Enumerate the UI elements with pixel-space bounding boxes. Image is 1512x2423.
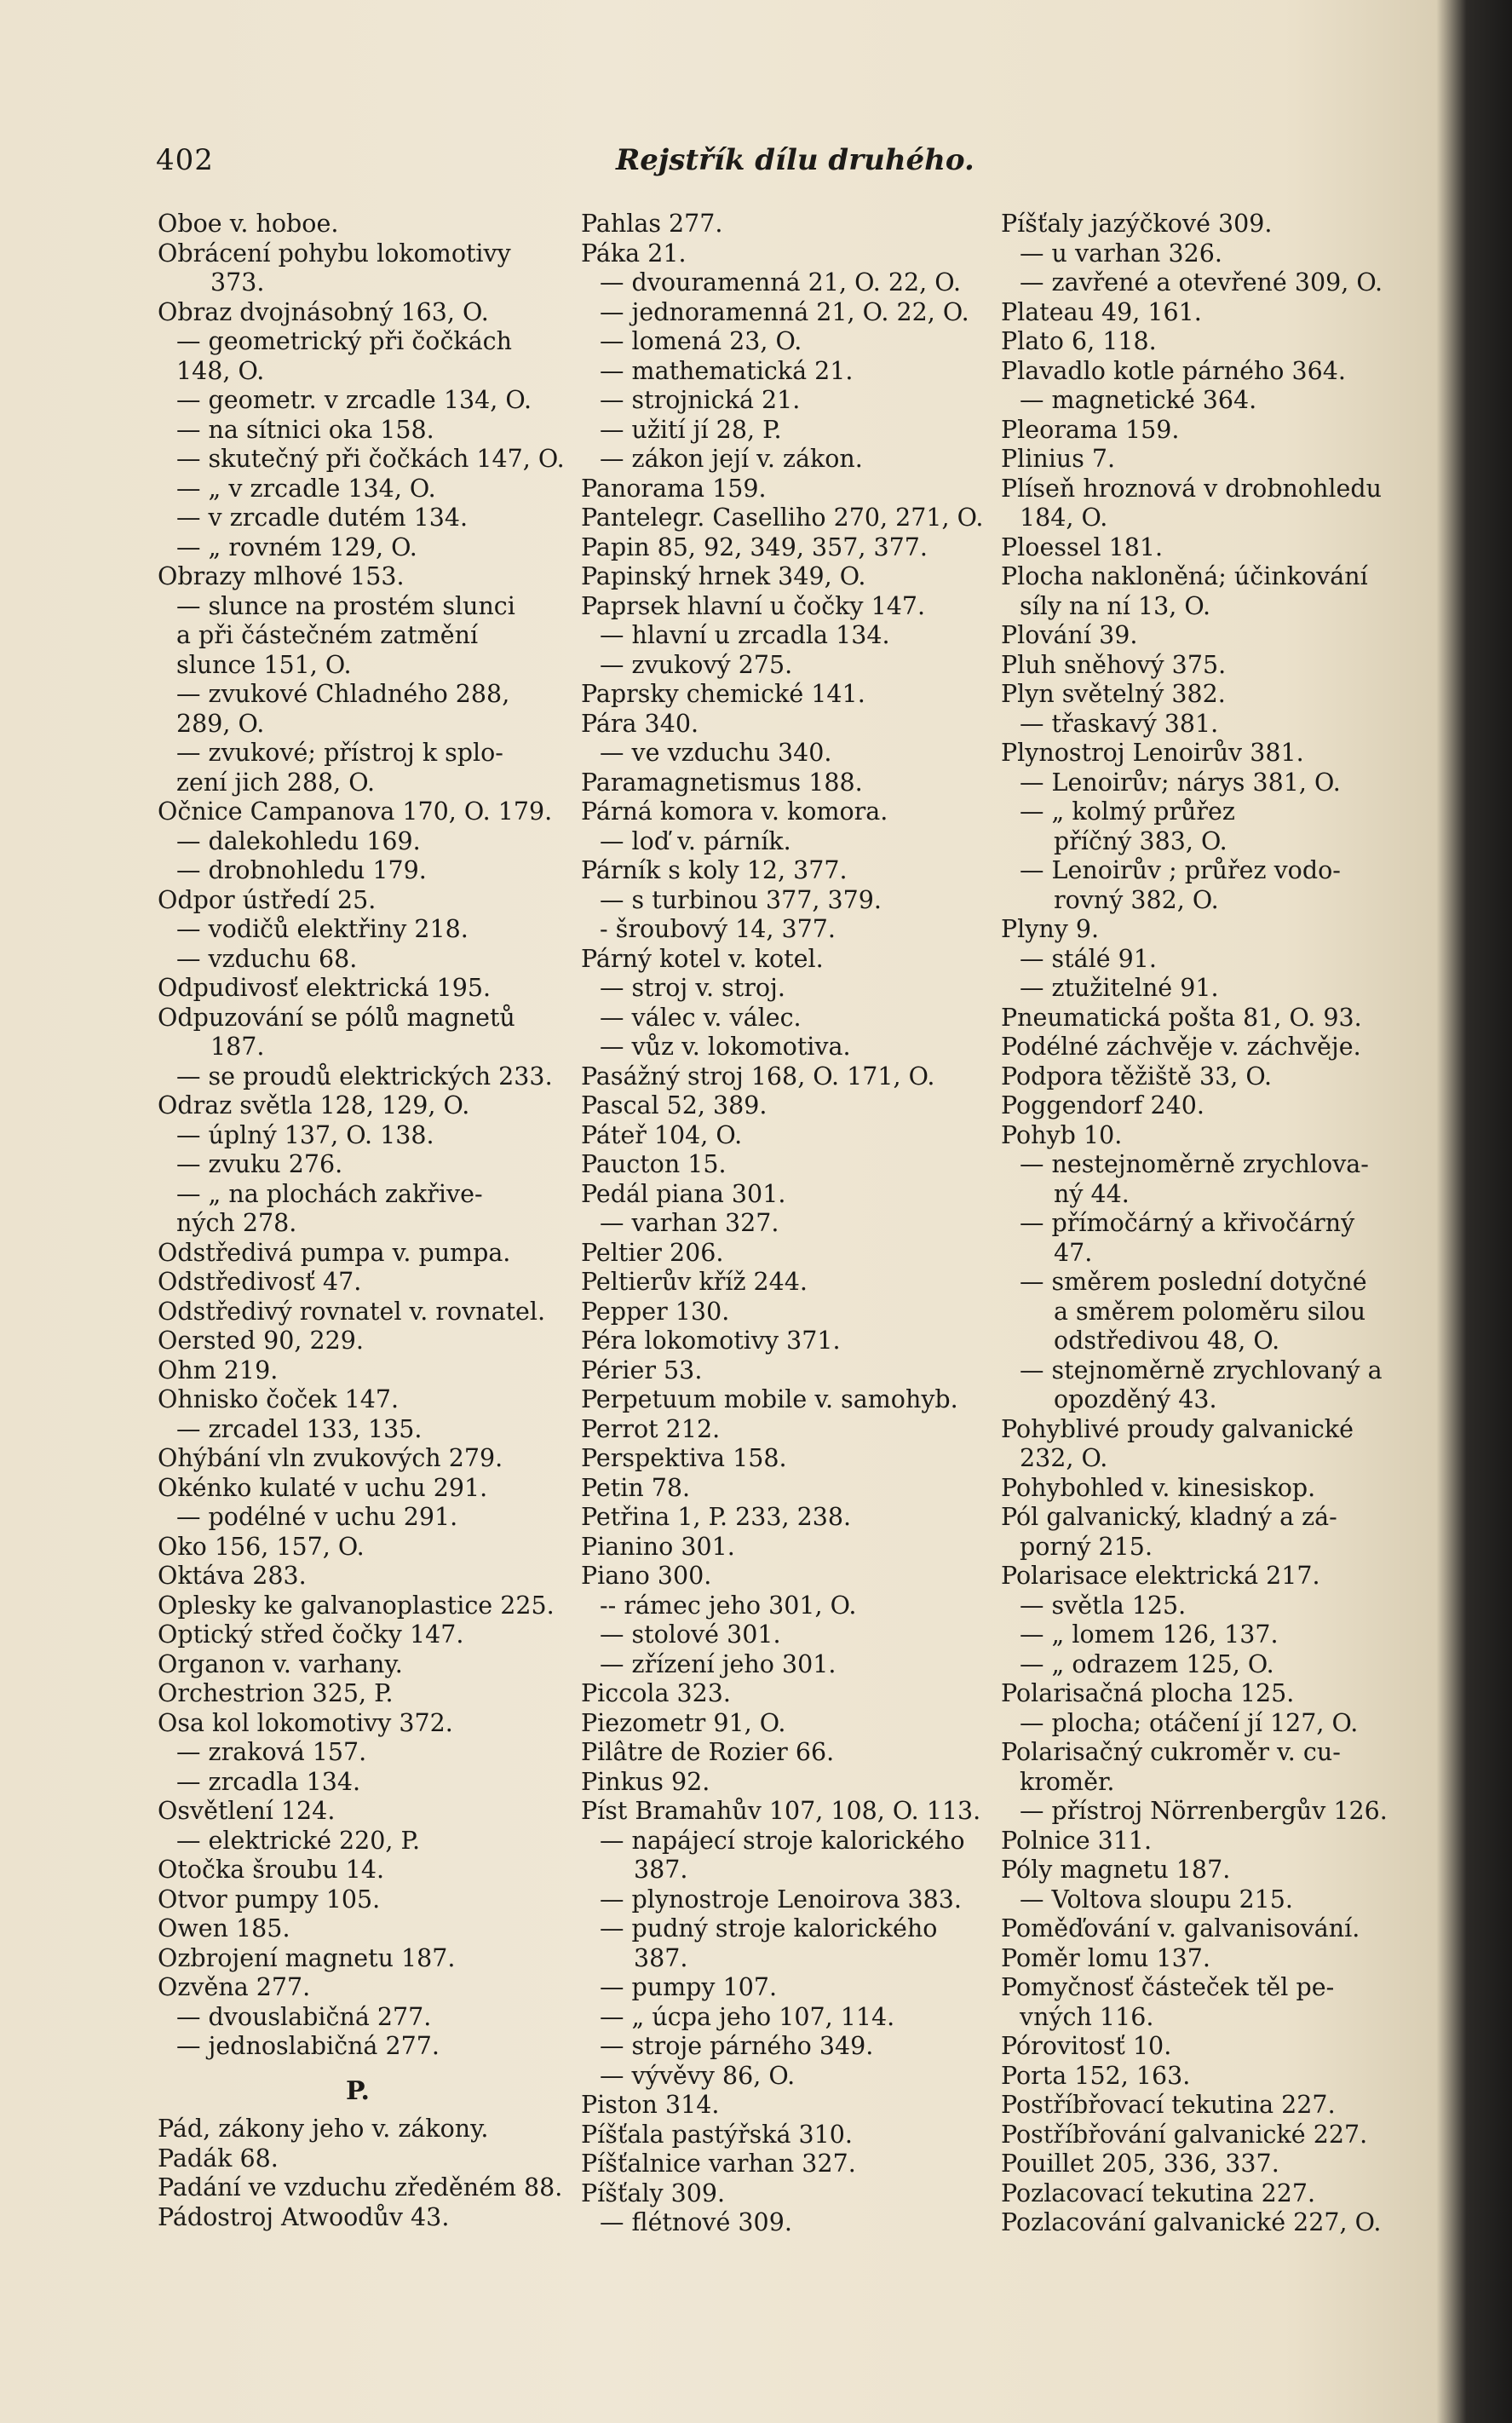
index-entry: — přímočárný a křivočárný [1020, 1209, 1355, 1237]
index-entry: — pumpy 107. [600, 1973, 778, 2001]
index-entry: Piezometr 91, O. [581, 1708, 786, 1737]
index-entry: — nestejnoměrně zrychlova- [1020, 1150, 1369, 1178]
index-entry: — jednoramenná 21, O. 22, O. [600, 297, 969, 326]
index-entry: — lomená 23, O. [600, 327, 802, 355]
index-entry: — světla 125. [1020, 1591, 1187, 1620]
index-entry: 232, O. [1020, 1444, 1108, 1472]
index-entry: Pluh sněhový 375. [1001, 650, 1227, 679]
index-entry: Párník s koly 12, 377. [581, 856, 848, 884]
index-entry: Podpora těžiště 33, O. [1001, 1062, 1273, 1091]
index-entry: — zraková 157. [176, 1738, 367, 1766]
index-entry: Pád, zákony jeho v. zákony. [158, 2115, 489, 2143]
index-entry: Piccola 323. [581, 1679, 731, 1707]
index-entry: odstředivou 48, O. [1054, 1327, 1280, 1355]
index-entry: — dalekohledu 169. [176, 826, 421, 855]
index-entry: Obraz dvojnásobný 163, O. [158, 297, 489, 326]
index-entry: 184, O. [1020, 504, 1108, 532]
index-entry: — zřízení jeho 301. [600, 1649, 836, 1678]
index-entry: — zvuku 276. [176, 1150, 343, 1178]
index-entry: Odstředivý rovnatel v. rovnatel. [158, 1297, 546, 1326]
index-entry: Plocha nakloněná; účinkování [1001, 562, 1368, 590]
index-entry: Polnice 311. [1001, 1826, 1153, 1855]
index-entry: Ohnisko čoček 147. [158, 1385, 400, 1413]
index-entry: Plynostroj Lenoirův 381. [1001, 739, 1304, 767]
index-entry: Póly magnetu 187. [1001, 1856, 1231, 1884]
index-entry: Oboe v. hoboe. [158, 210, 339, 238]
index-entry: Optický střed čočky 147. [158, 1620, 464, 1649]
index-entry: Pádostroj Atwoodův 43. [158, 2202, 450, 2231]
index-entry: Poměr lomu 137. [1001, 1943, 1210, 1972]
index-entry: Oersted 90, 229. [158, 1327, 364, 1355]
index-entry: Peltier 206. [581, 1238, 724, 1267]
index-entry: Podélné záchvěje v. záchvěje. [1001, 1033, 1361, 1061]
index-entry: porný 215. [1020, 1532, 1153, 1561]
index-entry: — směrem poslední dotyčné [1020, 1268, 1367, 1296]
index-entry: Píšťalnice varhan 327. [581, 2150, 856, 2178]
index-entry: Owen 185. [158, 1914, 290, 1942]
index-entry: Očnice Campanova 170, O. 179. [158, 797, 553, 826]
index-entry: Ploessel 181. [1001, 532, 1164, 561]
index-entry: 187. [210, 1033, 265, 1061]
index-entry: Pantelegr. Caselliho 270, 271, O. [581, 504, 984, 532]
index-entry: Pasážný stroj 168, O. 171, O. [581, 1062, 935, 1091]
index-entry: — pudný stroje kalorického [600, 1914, 938, 1942]
index-entry: Oko 156, 157, O. [158, 1532, 365, 1561]
index-entry: Petin 78. [581, 1473, 691, 1502]
index-entry: 47. [1054, 1238, 1093, 1267]
index-entry: — zvukové Chladného 288, [176, 680, 510, 708]
index-entry: Pouillet 205, 336, 337. [1001, 2150, 1279, 2178]
index-entry: příčný 383, O. [1054, 826, 1227, 855]
index-entry: — strojnická 21. [600, 386, 801, 414]
index-entry: — napájecí stroje kalorického [600, 1826, 965, 1855]
index-entry: — stálé 91. [1020, 944, 1157, 973]
index-entry: Obrácení pohybu lokomotivy [158, 239, 511, 268]
index-entry: Panorama 159. [581, 474, 767, 503]
index-entry: — vodičů elektřiny 218. [176, 915, 469, 943]
index-entry: Papinský hrnek 349, O. [581, 562, 866, 590]
index-entry: Perspektiva 158. [581, 1444, 787, 1472]
index-entry: Píšťala pastýřská 310. [581, 2120, 853, 2149]
index-entry: Pinkus 92. [581, 1767, 710, 1796]
index-entry: Paprsky chemické 141. [581, 680, 865, 708]
index-entry: Paramagnetismus 188. [581, 768, 863, 797]
index-entry: Pahlas 277. [581, 210, 723, 238]
index-entry: Polarisace elektrická 217. [1001, 1562, 1320, 1590]
index-entry: Polarisačný cukroměr v. cu- [1001, 1738, 1341, 1766]
index-entry: Plyn světelný 382. [1001, 680, 1226, 708]
index-entry: — se proudů elektrických 233. [176, 1062, 553, 1091]
index-entry: Paprsek hlavní u čočky 147. [581, 591, 926, 620]
index-entry: Poggendorf 240. [1001, 1091, 1204, 1119]
index-entry: — geometr. v zrcadle 134, O. [176, 386, 532, 414]
index-entry: Odpor ústředí 25. [158, 885, 377, 914]
index-entry: Otvor pumpy 105. [158, 1885, 381, 1914]
index-entry: Plíseň hroznová v drobnohledu [1001, 474, 1383, 503]
index-entry: — „ na plochách zakřive- [176, 1179, 483, 1208]
index-entry: — „ rovném 129, O. [176, 532, 417, 561]
index-entry: Périer 53. [581, 1355, 703, 1384]
index-entry: Pneumatická pošta 81, O. 93. [1001, 1003, 1362, 1032]
index-entry: rovný 382, O. [1054, 885, 1219, 914]
index-entry: Perpetuum mobile v. samohyb. [581, 1385, 958, 1413]
index-entry: Plavadlo kotle párného 364. [1001, 356, 1346, 385]
index-entry: Pedál piana 301. [581, 1179, 786, 1208]
index-entry: Páteř 104, O. [581, 1120, 743, 1149]
index-entry: Pianino 301. [581, 1532, 735, 1561]
index-entry: Porta 152, 163. [1001, 2061, 1191, 2090]
index-entry: Petřina 1, P. 233, 238. [581, 1503, 852, 1531]
index-entry: Osvětlení 124. [158, 1797, 336, 1825]
index-entry: Ohm 219. [158, 1355, 279, 1384]
index-entry: Pohyblivé proudy galvanické [1001, 1414, 1354, 1443]
index-entry: Pohyb 10. [1001, 1120, 1123, 1149]
index-entry: — plynostroje Lenoirova 383. [600, 1885, 962, 1914]
index-entry: Pomyčnosť částeček těl pe- [1001, 1973, 1335, 2001]
index-entry: Obrazy mlhové 153. [158, 562, 405, 590]
index-entry: 387. [634, 1943, 688, 1972]
index-entry: — slunce na prostém slunci [176, 591, 515, 620]
index-entry: 373. [210, 268, 265, 296]
index-entry: — zvukové; přístroj k splo- [176, 739, 503, 767]
index-entry: Páka 21. [581, 239, 687, 268]
index-entry: — stolové 301. [600, 1620, 781, 1649]
index-entry: — skutečný při čočkách 147, O. [176, 445, 565, 473]
index-entry: Organon v. varhany. [158, 1649, 403, 1678]
section-letter: P. [345, 2075, 371, 2106]
index-entry: — stejnoměrně zrychlovaný a [1020, 1355, 1383, 1384]
index-entry: Odraz světla 128, 129, O. [158, 1091, 470, 1119]
index-entry: a směrem poloměru silou [1054, 1297, 1366, 1326]
index-entry: — flétnové 309. [600, 2208, 792, 2236]
index-entry: — přístroj Nörrenbergův 126. [1020, 1797, 1388, 1825]
index-entry: Postříbřování galvanické 227. [1001, 2120, 1368, 2149]
index-entry: — vzduchu 68. [176, 944, 358, 973]
index-entry: Ozbrojení magnetu 187. [158, 1943, 456, 1972]
index-column-2 [581, 210, 986, 2238]
index-entry: síly na ní 13, O. [1020, 591, 1211, 620]
index-entry: Píšťaly 309. [581, 2178, 726, 2207]
index-entry: — Lenoirův; nárys 381, O. [1020, 768, 1341, 797]
index-entry: — zavřené a otevřené 309, O. [1020, 268, 1383, 296]
index-entry: Postříbřovací tekutina 227. [1001, 2091, 1336, 2119]
index-entry: Pohybohled v. kinesiskop. [1001, 1473, 1316, 1502]
index-entry: — jednoslabičná 277. [176, 2032, 440, 2060]
index-entry: 387. [634, 1856, 688, 1884]
index-entry: — hlavní u zrcadla 134. [600, 621, 890, 649]
index-entry: — stroj v. stroj. [600, 974, 785, 1002]
index-entry: Párný kotel v. kotel. [581, 944, 824, 973]
index-entry: — „ úcpa jeho 107, 114. [600, 2002, 895, 2031]
index-entry: Poměďování v. galvanisování. [1001, 1914, 1360, 1942]
index-entry: — zrcadel 133, 135. [176, 1414, 423, 1443]
index-entry: Osa kol lokomotivy 372. [158, 1708, 453, 1737]
index-entry: — třaskavý 381. [1020, 709, 1219, 738]
index-entry: Píst Bramahův 107, 108, O. 113. [581, 1797, 981, 1825]
index-entry: Polarisačná plocha 125. [1001, 1679, 1295, 1707]
index-entry: — dvouslabičná 277. [176, 2002, 432, 2031]
index-entry: — stroje párného 349. [600, 2032, 874, 2060]
index-entry: Paucton 15. [581, 1150, 727, 1178]
index-entry: — varhan 327. [600, 1209, 779, 1237]
index-entry: Plování 39. [1001, 621, 1138, 649]
index-entry: — Voltova sloupu 215. [1020, 1885, 1293, 1914]
index-entry: — „ odrazem 125, O. [1020, 1649, 1274, 1678]
index-entry: — magnetické 364. [1020, 386, 1257, 414]
index-entry: Padák 68. [158, 2144, 279, 2173]
index-entry: Odpuzování se pólů magnetů [158, 1003, 515, 1032]
index-entry: Odstředivá pumpa v. pumpa. [158, 1238, 511, 1267]
index-entry: — loď v. párník. [600, 826, 791, 855]
index-entry: 289, O. [176, 709, 265, 738]
index-entry: — ztužitelné 91. [1020, 974, 1219, 1002]
index-entry: Ohýbání vln zvukových 279. [158, 1444, 503, 1472]
index-entry: Plinius 7. [1001, 445, 1116, 473]
index-entry: — u varhan 326. [1020, 239, 1222, 268]
index-entry: Okénko kulaté v uchu 291. [158, 1473, 488, 1502]
index-entry: — Lenoirův ; průřez vodo- [1020, 856, 1341, 884]
index-column-1 [158, 210, 565, 2232]
index-entry: -- rámec jeho 301, O. [600, 1591, 857, 1620]
index-entry: Orchestrion 325, P. [158, 1679, 394, 1707]
index-entry: Perrot 212. [581, 1414, 721, 1443]
index-entry: — válec v. válec. [600, 1003, 802, 1032]
index-entry: Péra lokomotivy 371. [581, 1327, 841, 1355]
index-entry: Peltierův kříž 244. [581, 1268, 808, 1296]
index-entry: Pórovitosť 10. [1001, 2032, 1172, 2060]
index-entry: Piston 314. [581, 2091, 720, 2119]
index-entry: Pilâtre de Rozier 66. [581, 1738, 835, 1766]
index-entry: — „ lomem 126, 137. [1020, 1620, 1279, 1649]
index-entry: Oplesky ke galvanoplastice 225. [158, 1591, 555, 1620]
index-entry: ný 44. [1054, 1179, 1130, 1208]
index-entry: — vývěvy 86, O. [600, 2061, 796, 2090]
index-entry: Odpudivosť elektrická 195. [158, 974, 492, 1002]
index-entry: — ve vzduchu 340. [600, 739, 832, 767]
index-entry: — zrcadla 134. [176, 1767, 361, 1796]
running-title: Rejstřík dílu druhého. [616, 143, 974, 177]
index-entry: Párná komora v. komora. [581, 797, 888, 826]
index-entry: Plyny 9. [1001, 915, 1100, 943]
index-column-3 [1001, 210, 1410, 2238]
index-entry: Ozvěna 277. [158, 1973, 311, 2001]
index-entry: Otočka šroubu 14. [158, 1856, 385, 1884]
index-entry: Papin 85, 92, 349, 357, 377. [581, 532, 928, 561]
index-entry: Oktáva 283. [158, 1562, 307, 1590]
index-entry: 148, O. [176, 356, 265, 385]
index-entry: — drobnohledu 179. [176, 856, 427, 884]
index-entry: — plocha; otáčení jí 127, O. [1020, 1708, 1359, 1737]
index-entry: a při částečném zatmění [176, 621, 479, 649]
index-entry: zení jich 288, O. [176, 768, 376, 797]
index-entry: — elektrické 220, P. [176, 1826, 421, 1855]
index-entry: — mathematická 21. [600, 356, 854, 385]
index-entry: — vůz v. lokomotiva. [600, 1033, 851, 1061]
index-entry: — na sítnici oka 158. [176, 415, 434, 444]
index-entry: Plateau 49, 161. [1001, 297, 1202, 326]
index-entry: — v zrcadle dutém 134. [176, 504, 469, 532]
index-entry: ných 278. [176, 1209, 297, 1237]
index-entry: kroměr. [1020, 1767, 1115, 1796]
index-entry: - šroubový 14, 377. [600, 915, 836, 943]
index-entry: — geometrický při čočkách [176, 327, 513, 355]
index-entry: — podélné v uchu 291. [176, 1503, 458, 1531]
index-entry: — dvouramenná 21, O. 22, O. [600, 268, 962, 296]
index-entry: Piano 300. [581, 1562, 712, 1590]
index-entry: Plato 6, 118. [1001, 327, 1157, 355]
index-entry: slunce 151, O. [176, 650, 352, 679]
index-entry: — užití jí 28, P. [600, 415, 782, 444]
page-number: 402 [156, 143, 214, 177]
index-entry: Pozlacování galvanické 227, O. [1001, 2208, 1382, 2236]
page-header [156, 143, 1417, 186]
index-entry: Padání ve vzduchu zředěném 88. [158, 2173, 563, 2201]
index-entry: Pepper 130. [581, 1297, 730, 1326]
index-entry: Odstředivosť 47. [158, 1268, 362, 1296]
index-entry: — úplný 137, O. 138. [176, 1120, 434, 1149]
index-entry: — zákon její v. zákon. [600, 445, 863, 473]
index-entry: vných 116. [1020, 2002, 1154, 2031]
index-entry: — zvukový 275. [600, 650, 793, 679]
index-entry: — s turbinou 377, 379. [600, 885, 882, 914]
index-entry: Píšťaly jazýčkové 309. [1001, 210, 1273, 238]
index-entry: Pascal 52, 389. [581, 1091, 767, 1119]
index-entry: Pozlacovací tekutina 227. [1001, 2178, 1316, 2207]
index-entry: — „ kolmý průřez [1020, 797, 1235, 826]
index-entry: Pára 340. [581, 709, 699, 738]
index-entry: Pól galvanický, kladný a zá- [1001, 1503, 1337, 1531]
index-entry: opozděný 43. [1054, 1385, 1217, 1413]
index-entry: — „ v zrcadle 134, O. [176, 474, 436, 503]
index-entry: Pleorama 159. [1001, 415, 1180, 444]
